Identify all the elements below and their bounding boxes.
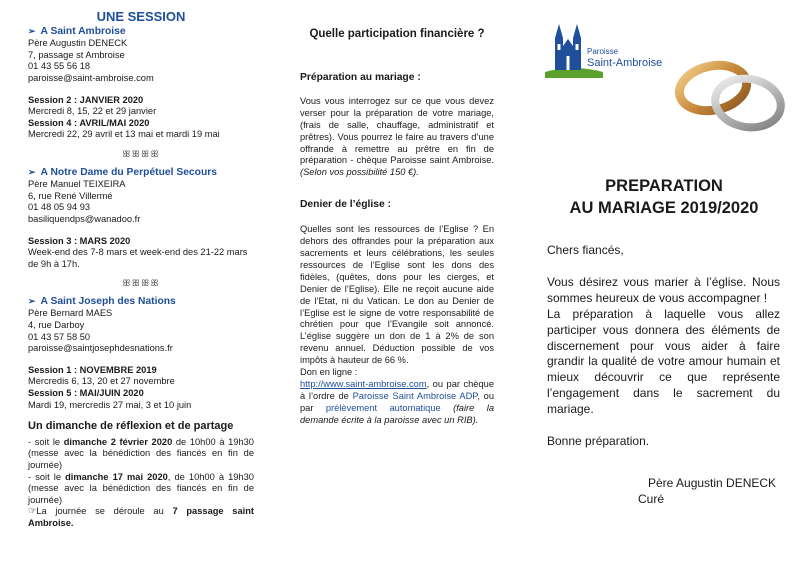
- wedding-rings-image: [668, 48, 798, 148]
- payee-name: Paroisse Saint Ambroise ADP: [352, 390, 478, 401]
- sunday-location-note: ☞La journée se déroule au 7 passage saint Ambroise.: [28, 506, 255, 528]
- denier-text: Quelles sont les ressources de l’Eglise ? En dehors des offrandes pour la préparation aux sacrements et leurs célébrations, les seules ressources de l’Eglise sont les dons des fidèles, (quêtes, dons pour les cierges, et Denier de l’Eglise). Elle ne reçoit aucune aide de l’Etat, ni du Vatican. Le don au Denier de l’Eglise est le signe de votre responsabilité de chrétien pour que l’Evangile soit annoncé. L’église suggère un don de 1 à 2% de son revenu annuel. Déduction possible de vos impôts à hauteur de 66 %.: [300, 224, 494, 366]
- signature-name: Père Augustin DENECK: [648, 476, 777, 490]
- signature-title: Curé: [638, 492, 665, 506]
- arrow-icon: ➢: [28, 295, 36, 306]
- letter-paragraph: Vous désirez vous marier à l’église. Nous sommes heureux de vous accompagner !: [547, 274, 780, 305]
- parish-phone: 01 48 05 94 93: [28, 202, 91, 213]
- greeting: Chers fiancés,: [547, 243, 624, 257]
- parish-block-saint-joseph: [28, 296, 254, 411]
- auto-debit: prélèvement automatique: [325, 402, 441, 413]
- arrow-icon: ➢: [28, 25, 36, 36]
- parish-block-notre-dame: [28, 167, 254, 271]
- online-donation-text: http://www.saint-ambroise.com, ou par chèque à l’ordre de Paroisse Saint Ambroise ADP, ou par prélèvement automatique (faire la demande écrite à la paroisse avec un RIB).: [300, 378, 494, 425]
- priest-name: Père Manuel TEIXEIRA: [28, 179, 126, 190]
- sunday-option: - soit le dimanche 17 mai 2020, de 10h00 à 19h30 (messe avec la bénédiction des fiancés en fin de journée): [28, 471, 254, 505]
- parish-name: A Saint Ambroise: [40, 25, 126, 37]
- session-label: Session 4 : AVRIL/MAI 2020: [28, 117, 150, 128]
- arrow-icon: ➢: [28, 166, 36, 177]
- website-link[interactable]: http://www.saint-ambroise.com: [300, 378, 427, 389]
- sessions-column: [28, 0, 254, 530]
- sunday-title: Un dimanche de réflexion et de partage: [28, 420, 234, 433]
- parish-email[interactable]: paroisse@saint-ambroise.com: [28, 72, 154, 83]
- parish-name: A Notre Dame du Perpétuel Secours: [40, 166, 217, 178]
- priest-name: Père Augustin DENECK: [28, 38, 128, 49]
- denier-heading: Denier de l’église :: [300, 199, 391, 211]
- finance-column: [300, 0, 494, 427]
- prep-cost-text: Vous vous interrogez sur ce que vous devez verser pour la préparation de votre mariage, (frais de salle, chauffage, administratif et prêtres). Vous pourrez le faire au travers d’une offrande à remettre au prêtre en fin de préparation - chèque Paroisse saint Ambroise. (Selon vos possibilité 150 €).: [300, 95, 494, 178]
- parish-address: 4, rue Darboy: [28, 320, 85, 331]
- sunday-option: - soit le dimanche 2 février 2020 de 10h00 à 19h30 (messe avec la bénédiction des fiancés en fin de journée): [28, 436, 254, 470]
- session-label: Session 2 : JANVIER 2020: [28, 94, 144, 105]
- brochure-title: PREPARATION AU MARIAGE 2019/2020: [569, 177, 759, 217]
- online-donation-label: Don en ligne :: [300, 367, 358, 378]
- session-label: Session 1 : NOVEMBRE 2019: [28, 364, 157, 375]
- parish-logo: [543, 20, 683, 80]
- parish-block-saint-ambroise: [28, 26, 254, 141]
- session-label: Session 3 : MARS 2020: [28, 235, 131, 246]
- parish-address: 6, rue René Villermé: [28, 190, 113, 201]
- session-dates: Mercredi 8, 15, 22 et 29 janvier: [28, 106, 157, 117]
- session-dates: Mercredis 6, 13, 20 et 27 novembre: [28, 376, 175, 387]
- session-dates: Mardi 19, mercredis 27 mai, 3 et 10 juin: [28, 399, 192, 410]
- letter-paragraph: La préparation à laquelle vous allez participer vous donnera des éléments de discernement pour vous aider à faire grandir la qualité de votre amour humain et mieux découvrir ce que représente l’engagement dans le sacrement du mariage.: [547, 306, 780, 417]
- welcome-letter: [547, 243, 780, 450]
- priest-name: Père Bernard MAES: [28, 308, 113, 319]
- session-heading: UNE SESSION: [96, 9, 186, 24]
- svg-text:Paroisse: Paroisse: [587, 47, 619, 56]
- session-dates: Week-end des 7-8 mars et week-end des 21-22 mars de 9h à 17h.: [28, 247, 248, 269]
- rings-icon: [668, 48, 798, 148]
- session-label: Session 5 : MAI/JUIN 2020: [28, 388, 144, 399]
- finance-title: Quelle participation financière ?: [309, 28, 485, 40]
- parish-name: A Saint Joseph des Nations: [40, 295, 176, 307]
- svg-text:Saint-Ambroise: Saint-Ambroise: [587, 57, 663, 69]
- parish-address: 7, passage st Ambroise: [28, 49, 125, 60]
- ornament-divider: ꕥꕥꕥꕥ: [122, 278, 160, 289]
- ornament-divider: ꕥꕥꕥꕥ: [122, 148, 160, 159]
- parish-phone: 01 43 57 58 50: [28, 331, 91, 342]
- closing: Bonne préparation.: [547, 434, 650, 449]
- church-icon: [543, 20, 683, 80]
- signature: [638, 475, 777, 507]
- session-dates: Mercredi 22, 29 avril et 13 mai et mardi 19 mai: [28, 129, 220, 140]
- parish-phone: 01 43 55 56 18: [28, 61, 91, 72]
- parish-email[interactable]: basiliquendps@wanadoo.fr: [28, 213, 141, 224]
- prep-cost-heading: Préparation au mariage :: [300, 72, 421, 83]
- parish-email[interactable]: paroisse@saintjosephdesnations.fr: [28, 343, 173, 354]
